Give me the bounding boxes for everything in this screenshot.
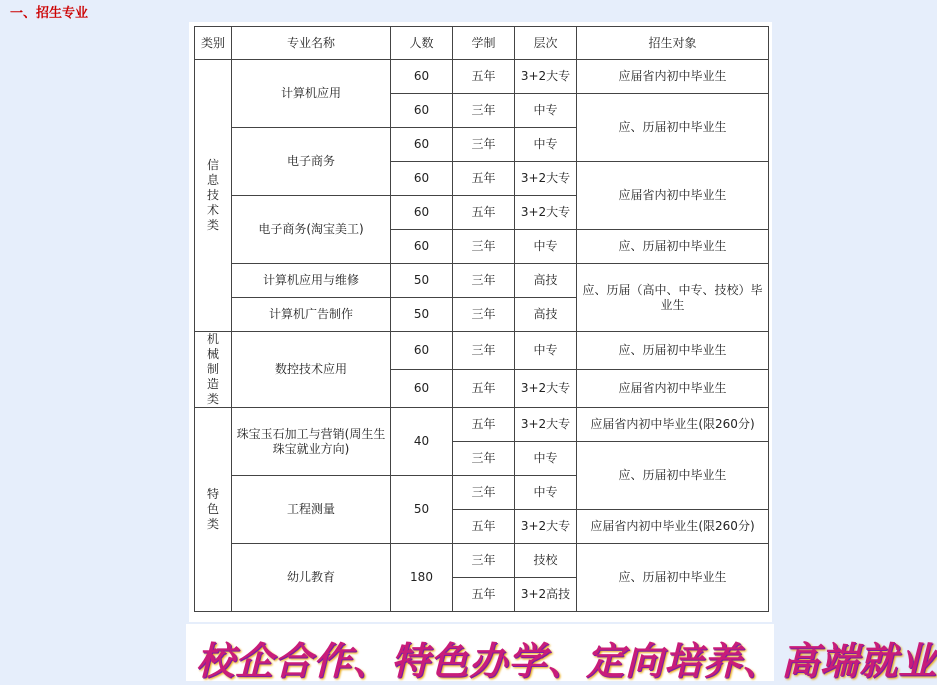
- header-count: 人数: [391, 27, 453, 60]
- table-row: [195, 544, 769, 578]
- count-cell: 50: [391, 476, 453, 544]
- major-name-cell: 电子商务: [232, 128, 391, 196]
- duration-cell: 五年: [453, 162, 515, 196]
- target-cell: 应、历届初中毕业生: [577, 332, 769, 370]
- slogan-text: 校企合作、特色办学、定向培养、高端就业: [196, 638, 937, 683]
- slogan-banner: [186, 624, 937, 683]
- target-cell: 应届省内初中毕业生: [577, 370, 769, 408]
- header-major-name: 专业名称: [232, 27, 391, 60]
- target-cell: 应届省内初中毕业生(限260分): [577, 408, 769, 442]
- level-cell: 3+2大专: [515, 510, 577, 544]
- major-name-cell: 幼儿教育: [232, 544, 391, 612]
- category-label: 信息技术类: [206, 158, 219, 232]
- category-label: 机械制造类: [206, 332, 219, 406]
- duration-cell: 五年: [453, 370, 515, 408]
- count-cell: 50: [391, 298, 453, 332]
- table-row: [195, 60, 769, 94]
- count-cell: 60: [391, 128, 453, 162]
- target-cell: 应、历届初中毕业生: [577, 94, 769, 162]
- count-cell: 60: [391, 196, 453, 230]
- duration-cell: 三年: [453, 128, 515, 162]
- count-cell: 60: [391, 230, 453, 264]
- level-cell: 中专: [515, 442, 577, 476]
- duration-cell: 五年: [453, 196, 515, 230]
- duration-cell: 三年: [453, 332, 515, 370]
- category-label: 特色类: [206, 487, 219, 531]
- count-cell: 60: [391, 162, 453, 196]
- table-header-row: [195, 27, 769, 60]
- level-cell: 3+2大专: [515, 408, 577, 442]
- major-name-cell: 电子商务(淘宝美工): [232, 196, 391, 264]
- count-cell: 60: [391, 332, 453, 370]
- level-cell: 中专: [515, 230, 577, 264]
- duration-cell: 三年: [453, 94, 515, 128]
- table-row: [195, 264, 769, 298]
- count-cell: 40: [391, 408, 453, 476]
- major-name-cell: 数控技术应用: [232, 332, 391, 408]
- header-duration: 学制: [453, 27, 515, 60]
- major-name-cell: 珠宝玉石加工与营销(周生生珠宝就业方向): [232, 408, 391, 476]
- target-cell: 应、历届初中毕业生: [577, 442, 769, 510]
- duration-cell: 三年: [453, 298, 515, 332]
- category-cell: [195, 408, 232, 612]
- duration-cell: 五年: [453, 60, 515, 94]
- category-cell: [195, 60, 232, 332]
- level-cell: 3+2高技: [515, 578, 577, 612]
- target-cell: 应届省内初中毕业生: [577, 60, 769, 94]
- enrollment-table-panel: [189, 22, 772, 622]
- level-cell: 中专: [515, 332, 577, 370]
- count-cell: 50: [391, 264, 453, 298]
- level-cell: 3+2大专: [515, 196, 577, 230]
- header-level: 层次: [515, 27, 577, 60]
- level-cell: 技校: [515, 544, 577, 578]
- header-category: 类别: [195, 27, 232, 60]
- category-cell: [195, 332, 232, 408]
- level-cell: 中专: [515, 94, 577, 128]
- target-cell: 应、历届（高中、中专、技校）毕业生: [577, 264, 769, 332]
- duration-cell: 三年: [453, 544, 515, 578]
- table-row: [195, 408, 769, 442]
- duration-cell: 三年: [453, 476, 515, 510]
- level-cell: 3+2大专: [515, 162, 577, 196]
- enrollment-table: [194, 26, 769, 612]
- level-cell: 高技: [515, 264, 577, 298]
- target-cell: 应届省内初中毕业生(限260分): [577, 510, 769, 544]
- major-name-cell: 计算机应用与维修: [232, 264, 391, 298]
- level-cell: 高技: [515, 298, 577, 332]
- level-cell: 中专: [515, 476, 577, 510]
- major-name-cell: 计算机应用: [232, 60, 391, 128]
- level-cell: 3+2大专: [515, 370, 577, 408]
- count-cell: 60: [391, 94, 453, 128]
- duration-cell: 五年: [453, 578, 515, 612]
- major-name-cell: 工程测量: [232, 476, 391, 544]
- duration-cell: 三年: [453, 442, 515, 476]
- target-cell: 应、历届初中毕业生: [577, 544, 769, 612]
- duration-cell: 三年: [453, 264, 515, 298]
- duration-cell: 五年: [453, 510, 515, 544]
- duration-cell: 三年: [453, 230, 515, 264]
- count-cell: 180: [391, 544, 453, 612]
- major-name-cell: 计算机广告制作: [232, 298, 391, 332]
- section-heading: 一、招生专业: [10, 6, 89, 21]
- level-cell: 3+2大专: [515, 60, 577, 94]
- target-cell: 应届省内初中毕业生: [577, 162, 769, 230]
- header-target: 招生对象: [577, 27, 769, 60]
- count-cell: 60: [391, 370, 453, 408]
- level-cell: 中专: [515, 128, 577, 162]
- count-cell: 60: [391, 60, 453, 94]
- table-row: [195, 332, 769, 370]
- target-cell: 应、历届初中毕业生: [577, 230, 769, 264]
- duration-cell: 五年: [453, 408, 515, 442]
